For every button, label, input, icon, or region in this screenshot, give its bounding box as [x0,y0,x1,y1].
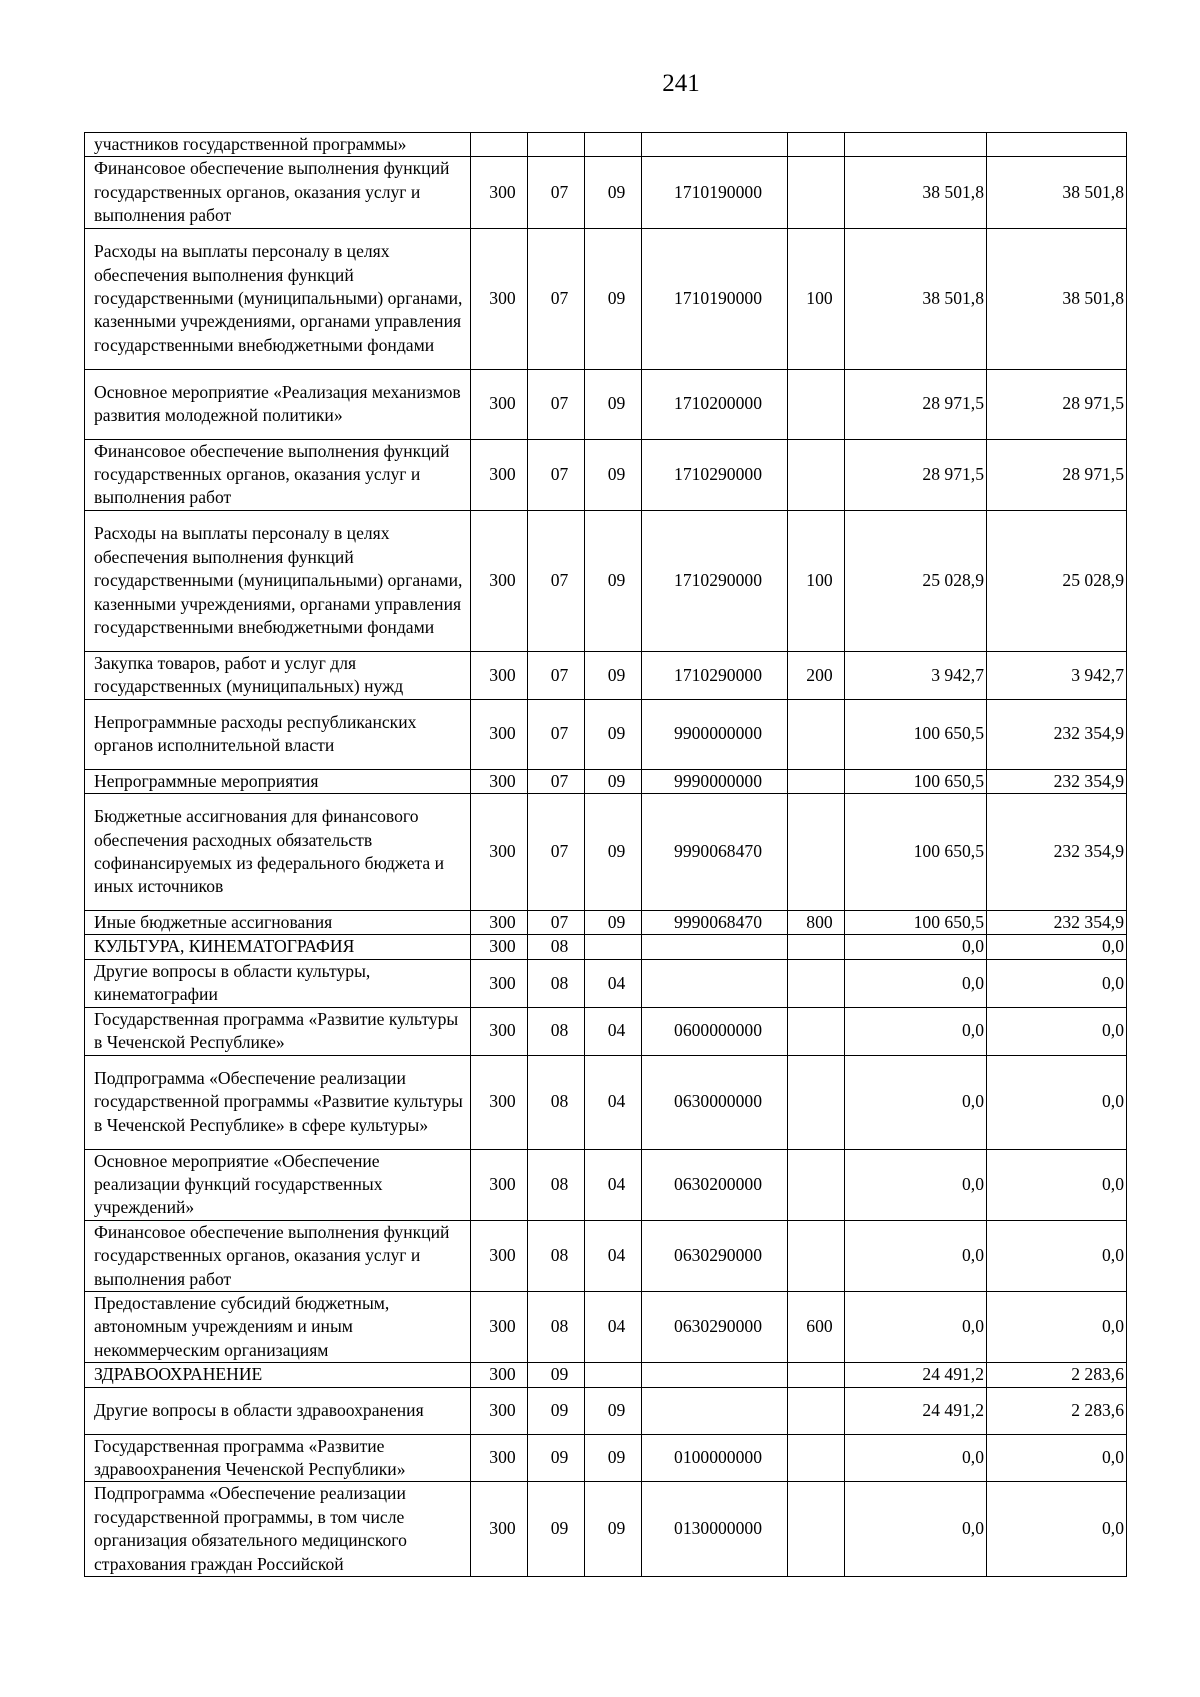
amount-year-1: 28 971,5 [845,369,987,439]
page-number: 241 [662,70,700,97]
expense-type-code [788,369,845,439]
amount-year-2: 232 354,9 [987,769,1127,793]
table-row [85,1291,1127,1362]
table-row [85,1055,1127,1149]
amount-year-2: 232 354,9 [987,699,1127,769]
amount-year-2: 38 501,8 [987,157,1127,228]
table-row [85,1482,1127,1577]
subsection-code [585,133,642,157]
subsection-code: 04 [585,959,642,1007]
row-name: КУЛЬТУРА, КИНЕМАТОГРАФИЯ [85,935,471,959]
expense-type-code [788,1434,845,1482]
expense-type-code [788,439,845,510]
row-name: Государственная программа «Развитие культуры в Чеченской Республике» [85,1007,471,1055]
target-article-code: 0630290000 [642,1291,788,1362]
row-name: Расходы на выплаты персоналу в целях обеспечения выполнения функций государственными (муниципальными) органами, казенными учреждениями, органами управления государственными внебюджетными фондами [85,510,471,651]
expense-type-code: 800 [788,911,845,935]
ministry-code: 300 [471,651,528,699]
table-row [85,439,1127,510]
amount-year-2: 0,0 [987,1055,1127,1149]
ministry-code: 300 [471,794,528,911]
table-row [85,769,1127,793]
amount-year-1: 0,0 [845,1291,987,1362]
amount-year-2: 28 971,5 [987,369,1127,439]
ministry-code: 300 [471,1055,528,1149]
table-row [85,1149,1127,1220]
target-article-code: 1710200000 [642,369,788,439]
target-article-code: 9990068470 [642,794,788,911]
subsection-code: 04 [585,1291,642,1362]
target-article-code: 0630200000 [642,1149,788,1220]
target-article-code: 9990068470 [642,911,788,935]
subsection-code: 09 [585,157,642,228]
amount-year-2: 25 028,9 [987,510,1127,651]
subsection-code [585,935,642,959]
table-row [85,1220,1127,1291]
table-row [85,651,1127,699]
target-article-code [642,1387,788,1434]
expense-type-code [788,1363,845,1387]
row-name: Финансовое обеспечение выполнения функций государственных органов, оказания услуг и выполнения работ [85,157,471,228]
subsection-code [585,1363,642,1387]
section-code: 08 [528,1220,585,1291]
row-name: Финансовое обеспечение выполнения функций государственных органов, оказания услуг и выполнения работ [85,439,471,510]
amount-year-1: 38 501,8 [845,157,987,228]
subsection-code: 04 [585,1007,642,1055]
amount-year-2: 0,0 [987,1007,1127,1055]
ministry-code: 300 [471,1291,528,1362]
section-code: 07 [528,651,585,699]
subsection-code: 09 [585,369,642,439]
ministry-code: 300 [471,439,528,510]
budget-table [84,132,1127,1577]
ministry-code: 300 [471,1434,528,1482]
ministry-code: 300 [471,911,528,935]
target-article-code: 0630000000 [642,1055,788,1149]
amount-year-1: 0,0 [845,1434,987,1482]
section-code: 07 [528,510,585,651]
subsection-code: 09 [585,911,642,935]
ministry-code: 300 [471,1220,528,1291]
table-row [85,911,1127,935]
amount-year-1: 0,0 [845,959,987,1007]
expense-type-code [788,1055,845,1149]
row-name: Подпрограмма «Обеспечение реализации государственной программы, в том числе организация обязательного медицинского страхования граждан Российской [85,1482,471,1577]
table-row [85,157,1127,228]
expense-type-code [788,769,845,793]
table-row [85,369,1127,439]
table-row [85,794,1127,911]
section-code: 07 [528,439,585,510]
amount-year-2: 2 283,6 [987,1387,1127,1434]
expense-type-code [788,1220,845,1291]
section-code: 08 [528,1055,585,1149]
amount-year-2: 0,0 [987,1434,1127,1482]
ministry-code: 300 [471,369,528,439]
row-name: Подпрограмма «Обеспечение реализации государственной программы «Развитие культуры в Чеченской Республике» в сфере культуры» [85,1055,471,1149]
target-article-code: 1710290000 [642,510,788,651]
row-name: Непрограммные расходы республиканских органов исполнительной власти [85,699,471,769]
expense-type-code [788,1007,845,1055]
amount-year-1: 100 650,5 [845,911,987,935]
subsection-code: 09 [585,1387,642,1434]
row-name: ЗДРАВООХРАНЕНИЕ [85,1363,471,1387]
amount-year-2: 0,0 [987,1291,1127,1362]
ministry-code: 300 [471,959,528,1007]
expense-type-code [788,935,845,959]
amount-year-2: 0,0 [987,935,1127,959]
target-article-code [642,1363,788,1387]
target-article-code: 9900000000 [642,699,788,769]
target-article-code [642,133,788,157]
expense-type-code [788,1482,845,1577]
amount-year-1: 0,0 [845,1007,987,1055]
section-code: 08 [528,1291,585,1362]
subsection-code: 09 [585,699,642,769]
section-code: 09 [528,1434,585,1482]
row-name: Закупка товаров, работ и услуг для государственных (муниципальных) нужд [85,651,471,699]
amount-year-2: 3 942,7 [987,651,1127,699]
subsection-code: 09 [585,510,642,651]
target-article-code: 0130000000 [642,1482,788,1577]
amount-year-1: 100 650,5 [845,699,987,769]
section-code: 07 [528,699,585,769]
amount-year-2: 232 354,9 [987,794,1127,911]
amount-year-1 [845,133,987,157]
amount-year-1: 25 028,9 [845,510,987,651]
amount-year-1: 0,0 [845,935,987,959]
subsection-code: 04 [585,1220,642,1291]
section-code: 07 [528,369,585,439]
amount-year-1: 100 650,5 [845,794,987,911]
table-row [85,133,1127,157]
subsection-code: 09 [585,439,642,510]
table-row [85,1387,1127,1434]
subsection-code: 09 [585,228,642,369]
section-code [528,133,585,157]
row-name: Другие вопросы в области здравоохранения [85,1387,471,1434]
expense-type-code: 100 [788,228,845,369]
expense-type-code [788,794,845,911]
target-article-code [642,959,788,1007]
subsection-code: 09 [585,794,642,911]
target-article-code: 1710290000 [642,439,788,510]
amount-year-2: 38 501,8 [987,228,1127,369]
ministry-code: 300 [471,1149,528,1220]
table-row [85,1007,1127,1055]
subsection-code: 04 [585,1149,642,1220]
target-article-code: 0600000000 [642,1007,788,1055]
row-name: участников государственной программы» [85,133,471,157]
row-name: Непрограммные мероприятия [85,769,471,793]
target-article-code [642,935,788,959]
amount-year-1: 28 971,5 [845,439,987,510]
section-code: 09 [528,1363,585,1387]
table-row [85,959,1127,1007]
ministry-code: 300 [471,1482,528,1577]
section-code: 08 [528,1007,585,1055]
section-code: 07 [528,794,585,911]
amount-year-1: 24 491,2 [845,1363,987,1387]
expense-type-code: 200 [788,651,845,699]
amount-year-1: 3 942,7 [845,651,987,699]
section-code: 07 [528,911,585,935]
ministry-code: 300 [471,699,528,769]
subsection-code: 09 [585,1482,642,1577]
expense-type-code [788,699,845,769]
row-name: Бюджетные ассигнования для финансового обеспечения расходных обязательств софинансируемых из федерального бюджета и иных источников [85,794,471,911]
subsection-code: 09 [585,769,642,793]
amount-year-1: 0,0 [845,1149,987,1220]
table-row [85,510,1127,651]
ministry-code: 300 [471,935,528,959]
subsection-code: 09 [585,1434,642,1482]
table-row [85,699,1127,769]
section-code: 07 [528,157,585,228]
amount-year-2 [987,133,1127,157]
expense-type-code: 100 [788,510,845,651]
expense-type-code [788,133,845,157]
amount-year-1: 0,0 [845,1220,987,1291]
amount-year-2: 2 283,6 [987,1363,1127,1387]
row-name: Другие вопросы в области культуры, кинематографии [85,959,471,1007]
expense-type-code [788,959,845,1007]
target-article-code: 9990000000 [642,769,788,793]
row-name: Предоставление субсидий бюджетным, автономным учреждениям и иным некоммерческим организациям [85,1291,471,1362]
row-name: Иные бюджетные ассигнования [85,911,471,935]
row-name: Расходы на выплаты персоналу в целях обеспечения выполнения функций государственными (муниципальными) органами, казенными учреждениями, органами управления государственными внебюджетными фондами [85,228,471,369]
ministry-code: 300 [471,157,528,228]
table-row [85,228,1127,369]
amount-year-1: 38 501,8 [845,228,987,369]
table-row [85,935,1127,959]
section-code: 08 [528,1149,585,1220]
target-article-code: 0630290000 [642,1220,788,1291]
table-row [85,1434,1127,1482]
amount-year-2: 232 354,9 [987,911,1127,935]
amount-year-2: 0,0 [987,1220,1127,1291]
section-code: 08 [528,935,585,959]
section-code: 07 [528,769,585,793]
subsection-code: 04 [585,1055,642,1149]
ministry-code: 300 [471,1007,528,1055]
expense-type-code [788,157,845,228]
row-name: Основное мероприятие «Обеспечение реализации функций государственных учреждений» [85,1149,471,1220]
ministry-code: 300 [471,510,528,651]
amount-year-1: 0,0 [845,1482,987,1577]
target-article-code: 1710190000 [642,157,788,228]
section-code: 09 [528,1387,585,1434]
amount-year-2: 0,0 [987,959,1127,1007]
amount-year-1: 100 650,5 [845,769,987,793]
target-article-code: 0100000000 [642,1434,788,1482]
amount-year-1: 0,0 [845,1055,987,1149]
section-code: 09 [528,1482,585,1577]
ministry-code: 300 [471,769,528,793]
ministry-code: 300 [471,228,528,369]
ministry-code: 300 [471,1363,528,1387]
amount-year-2: 0,0 [987,1482,1127,1577]
amount-year-1: 24 491,2 [845,1387,987,1434]
amount-year-2: 28 971,5 [987,439,1127,510]
section-code: 08 [528,959,585,1007]
expense-type-code [788,1149,845,1220]
row-name: Государственная программа «Развитие здравоохранения Чеченской Республики» [85,1434,471,1482]
ministry-code [471,133,528,157]
amount-year-2: 0,0 [987,1149,1127,1220]
expense-type-code [788,1387,845,1434]
row-name: Основное мероприятие «Реализация механизмов развития молодежной политики» [85,369,471,439]
expense-type-code: 600 [788,1291,845,1362]
ministry-code: 300 [471,1387,528,1434]
section-code: 07 [528,228,585,369]
target-article-code: 1710290000 [642,651,788,699]
target-article-code: 1710190000 [642,228,788,369]
subsection-code: 09 [585,651,642,699]
row-name: Финансовое обеспечение выполнения функций государственных органов, оказания услуг и выполнения работ [85,1220,471,1291]
table-row [85,1363,1127,1387]
